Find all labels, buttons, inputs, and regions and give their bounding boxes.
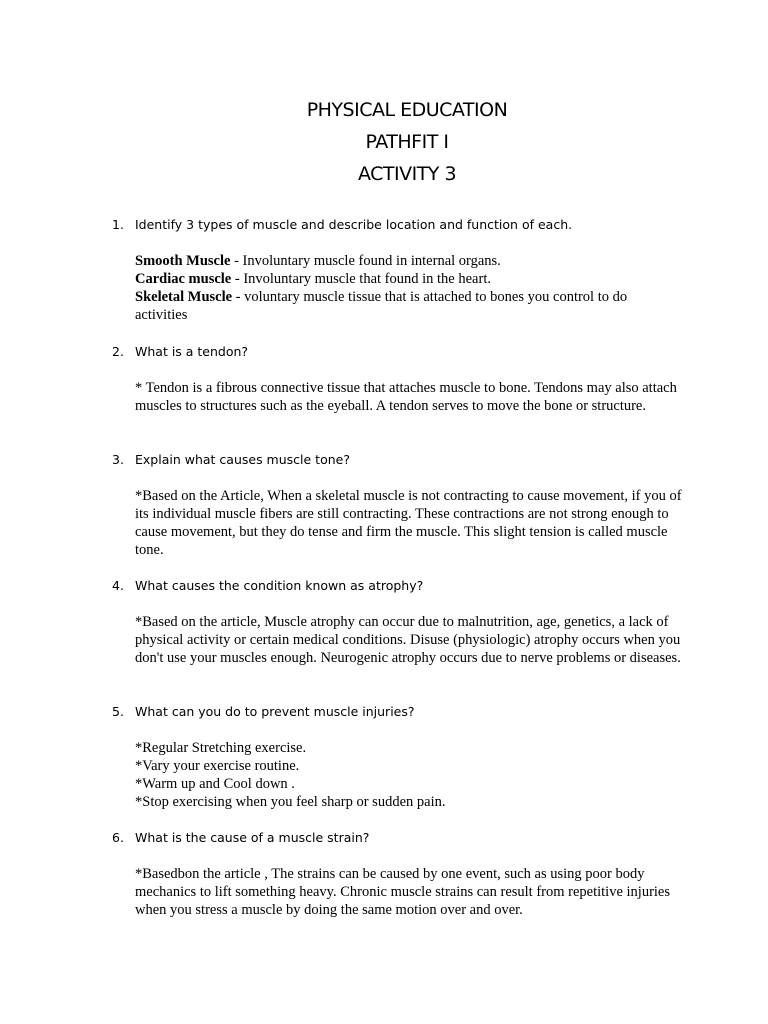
answer-5 bbox=[135, 739, 683, 811]
question-1 bbox=[112, 216, 712, 234]
prevention-tip: *Warm up and Cool down . bbox=[135, 776, 295, 792]
answer-item bbox=[135, 252, 683, 270]
answer-4: *Based on the article, Muscle atrophy can occur due to malnutrition, age, genetics, a lack of physical activity or certain medical conditions. Disuse (physiologic) atrophy occurs when you don't use your muscles enough. Neurogenic atrophy occurs due to nerve problems or diseases. bbox=[135, 614, 681, 666]
muscle-term: Skeletal Muscle bbox=[135, 289, 233, 305]
question-text: Explain what causes muscle tone? bbox=[135, 452, 350, 467]
question-number: 6. bbox=[112, 830, 124, 845]
answer-3: *Based on the Article, When a skeletal muscle is not contracting to cause movement, if you of its individual muscle fibers are still contracting. These contractions are not strong enough to cause movement, but they do tense and firm the muscle. This slight tension is called muscle tone. bbox=[135, 488, 682, 558]
question-number: 1. bbox=[112, 217, 124, 232]
question-text: What is a tendon? bbox=[135, 344, 249, 359]
prevention-tip: *Stop exercising when you feel sharp or sudden pain. bbox=[135, 794, 446, 810]
answer-item bbox=[135, 270, 683, 288]
question-text: Identify 3 types of muscle and describe location and function of each. bbox=[135, 217, 573, 232]
question-3 bbox=[112, 451, 712, 469]
muscle-term: Smooth Muscle bbox=[135, 253, 231, 269]
answer-2: * Tendon is a fibrous connective tissue that attaches muscle to bone. Tendons may also attach muscles to structures such as the eyeball. A tendon serves to move the bone or structure. bbox=[135, 380, 677, 414]
muscle-term: Cardiac muscle bbox=[135, 271, 232, 287]
muscle-description: - Involuntary muscle that found in the heart. bbox=[231, 271, 491, 287]
prevention-tip: *Regular Stretching exercise. bbox=[135, 740, 307, 756]
question-2 bbox=[112, 343, 712, 361]
document-title bbox=[0, 94, 768, 190]
title-line-1: PHYSICAL EDUCATION bbox=[306, 99, 508, 121]
question-number: 2. bbox=[112, 344, 124, 359]
prevention-tip: *Vary your exercise routine. bbox=[135, 758, 300, 774]
question-number: 4. bbox=[112, 578, 124, 593]
answer-6: *Basedbon the article , The strains can be caused by one event, such as using poor body mechanics to lift something heavy. Chronic muscle strains can result from repetitive injuries when you stress a muscle by doing the same motion over and over. bbox=[135, 866, 671, 918]
question-text: What is the cause of a muscle strain? bbox=[135, 830, 370, 845]
answer-1 bbox=[135, 252, 683, 324]
title-line-2: PATHFIT I bbox=[365, 131, 449, 153]
question-6 bbox=[112, 829, 712, 847]
title-line-3: ACTIVITY 3 bbox=[357, 163, 457, 185]
muscle-description: - voluntary muscle tissue that is attached to bones you control to do activities bbox=[135, 289, 628, 323]
answer-item bbox=[135, 288, 683, 324]
question-text: What can you do to prevent muscle injuries? bbox=[135, 704, 415, 719]
question-number: 3. bbox=[112, 452, 124, 467]
question-4 bbox=[112, 577, 712, 595]
muscle-description: - Involuntary muscle found in internal organs. bbox=[230, 253, 501, 269]
question-text: What causes the condition known as atrophy? bbox=[135, 578, 424, 593]
question-5 bbox=[112, 703, 712, 721]
question-number: 5. bbox=[112, 704, 124, 719]
